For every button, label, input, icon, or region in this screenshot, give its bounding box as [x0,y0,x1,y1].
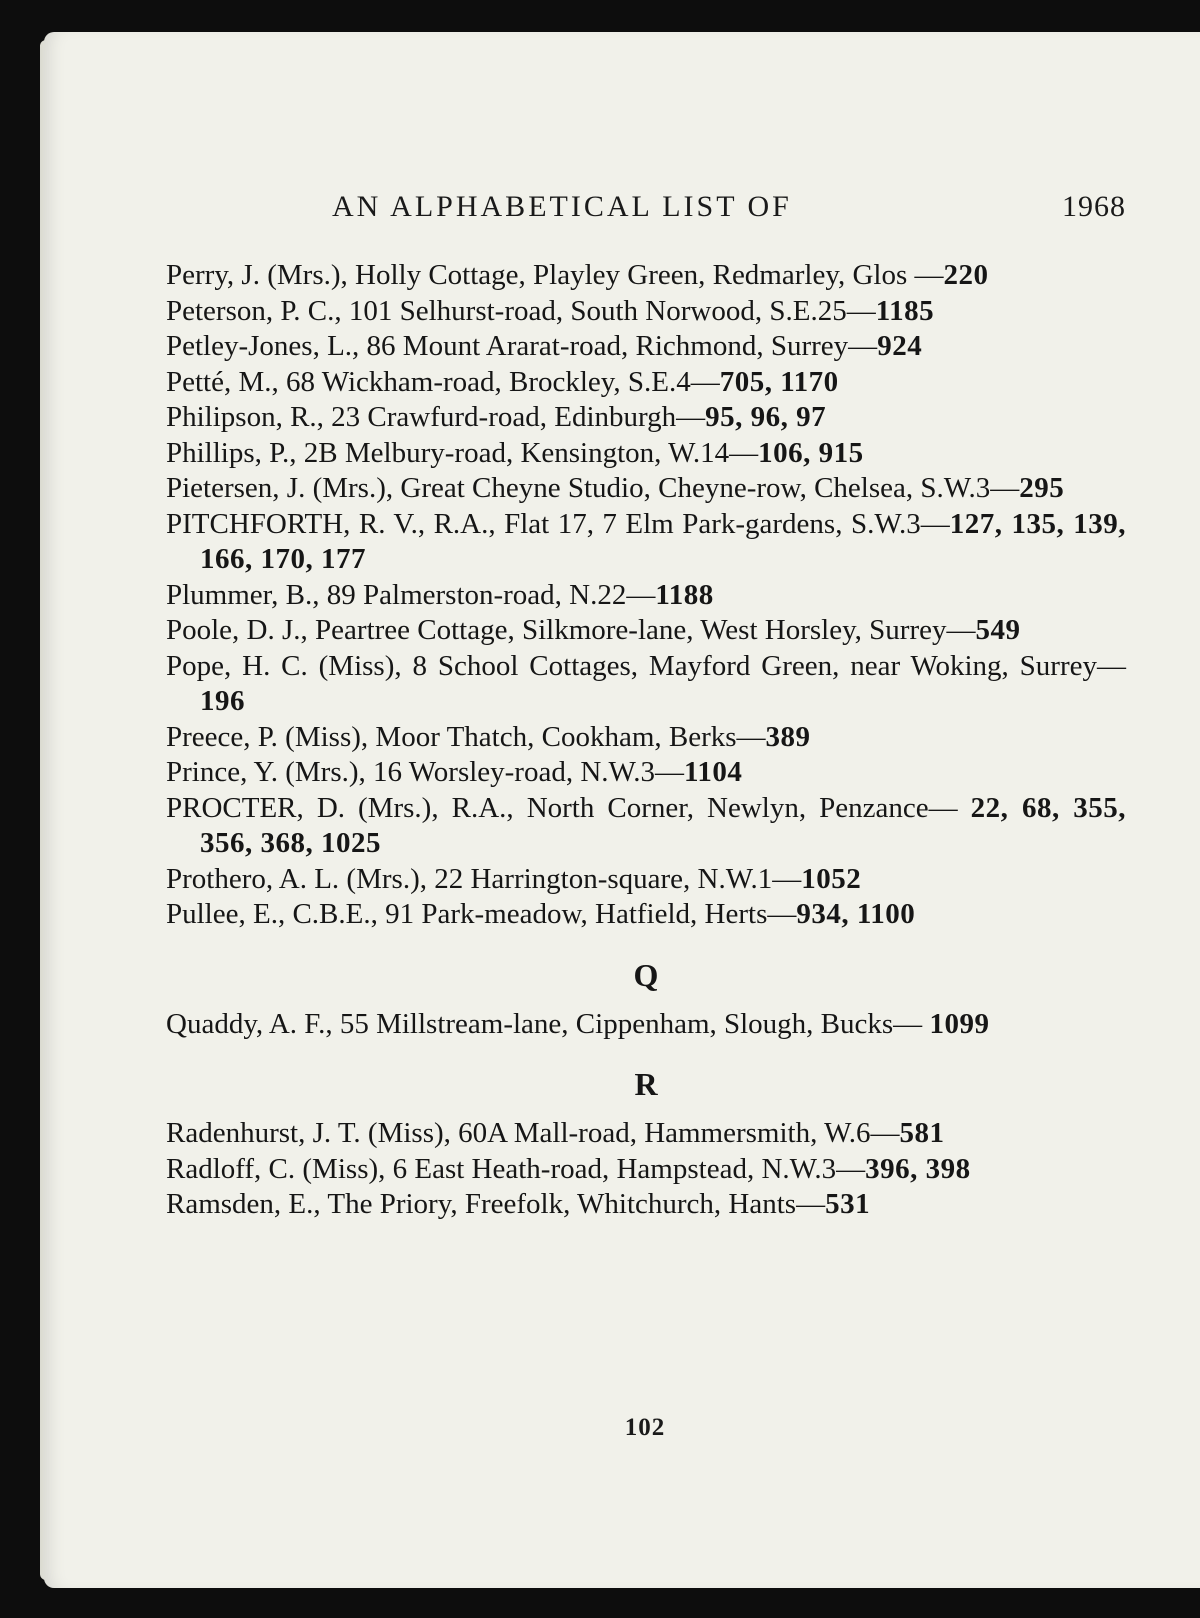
list-entry: Petté, M., 68 Wickham-road, Brockley, S.E.4—705, 1170 [166,365,839,398]
list-entry: Preece, P. (Miss), Moor Thatch, Cookham, Berks—389 [166,720,811,753]
list-entry: Prince, Y. (Mrs.), 16 Worsley-road, N.W.3—1104 [166,756,743,788]
list-entry: Perry, J. (Mrs.), Holly Cottage, Playley Green, Redmarley, Glos —220 [166,259,989,291]
entry-list [166,258,1126,1223]
section-r [166,1116,1126,1223]
list-entry: Ramsden, E., The Priory, Freefolk, Whitchurch, Hants—531 [166,1188,871,1220]
list-entry: Pietersen, J. (Mrs.), Great Cheyne Studio, Cheyne-row, Chelsea, S.W.3—295 [166,472,1065,504]
list-entry: Plummer, B., 89 Palmerston-road, N.22—1188 [166,578,714,611]
list-entry: Phillips, P., 2B Melbury-road, Kensington, W.14—106, 915 [166,436,864,469]
section-p [166,258,1126,933]
running-header: AN ALPHABETICAL LIST OF [332,190,792,223]
page-number: 102 [624,1414,666,1441]
list-entry: Pope, H. C. (Miss), 8 School Cottages, Mayford Green, near Woking, Surrey—196 [166,649,1126,717]
list-entry: Radenhurst, J. T. (Miss), 60A Mall-road, Hammersmith, W.6—581 [166,1117,945,1149]
list-entry: Philipson, R., 23 Crawfurd-road, Edinburgh—95, 96, 97 [166,401,827,433]
list-entry: Poole, D. J., Peartree Cottage, Silkmore-lane, West Horsley, Surrey—549 [166,614,1021,646]
list-entry: PITCHFORTH, R. V., R.A., Flat 17, 7 Elm Park-gardens, S.W.3—127, 135, 139, 166, 170, 177 [166,507,1126,575]
list-entry: Petley-Jones, L., 86 Mount Ararat-road, Richmond, Surrey—924 [166,330,923,362]
section-q [166,1007,1126,1043]
list-entry: Quaddy, A. F., 55 Millstream-lane, Cippenham, Slough, Bucks— 1099 [166,1007,990,1040]
list-entry: Pullee, E., C.B.E., 91 Park-meadow, Hatfield, Herts—934, 1100 [166,898,916,930]
section-heading-q: Q [633,956,659,993]
section-heading-r: R [634,1066,658,1102]
header-year: 1968 [1062,190,1126,223]
list-entry: PROCTER, D. (Mrs.), R.A., North Corner, Newlyn, Penzance— 22, 68, 355, 356, 368, 1025 [166,791,1126,859]
list-entry: Prothero, A. L. (Mrs.), 22 Harrington-square, N.W.1—1052 [166,862,862,895]
list-entry: Radloff, C. (Miss), 6 East Heath-road, Hampstead, N.W.3—396, 398 [166,1152,971,1185]
list-entry: Peterson, P. C., 101 Selhurst-road, South Norwood, S.E.25—1185 [166,294,935,327]
